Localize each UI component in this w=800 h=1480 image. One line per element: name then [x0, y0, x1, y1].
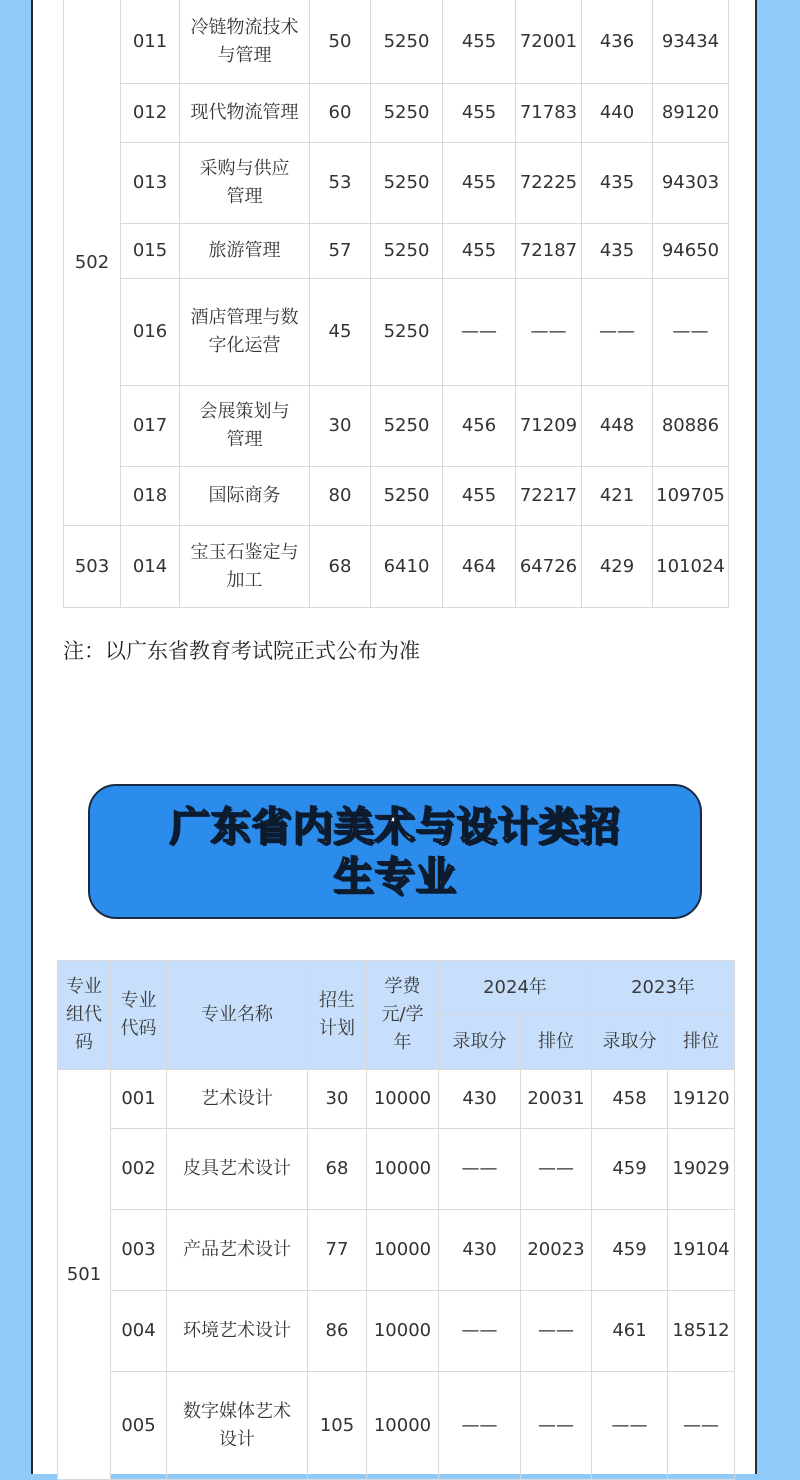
score-2024-cell: 456 [443, 386, 516, 467]
header-score-2023: 录取分 [592, 1015, 668, 1070]
fee-cell: 5250 [371, 0, 443, 84]
table-row [58, 1070, 735, 1129]
major-code-cell: 016 [121, 279, 180, 386]
rank-2023-cell: 94303 [653, 143, 729, 224]
rank-2023-cell: —— [668, 1372, 735, 1480]
plan-cell: 50 [310, 0, 371, 84]
rank-2023-cell: 89120 [653, 84, 729, 143]
score-2023-cell: 429 [582, 526, 653, 608]
major-name-cell: 国际商务 [180, 467, 310, 526]
header-year-2023: 2023年 [592, 961, 735, 1015]
rank-2023-cell: 80886 [653, 386, 729, 467]
plan-cell: 57 [310, 224, 371, 279]
score-2023-cell: 459 [592, 1210, 668, 1291]
score-2024-cell: 430 [439, 1210, 521, 1291]
header-plan [308, 961, 367, 1070]
major-name-text: 宝玉石鉴定与加工 [190, 541, 299, 591]
rank-2024-cell: 72217 [516, 467, 582, 526]
major-name-cell [167, 1372, 308, 1480]
score-2024-cell: 455 [443, 0, 516, 84]
table-row [64, 84, 729, 143]
score-2024-cell: —— [439, 1291, 521, 1372]
header-row [58, 961, 735, 1015]
score-2024-cell: 455 [443, 467, 516, 526]
major-name-cell [180, 143, 310, 224]
fee-cell: 10000 [367, 1372, 439, 1480]
major-name-cell: 产品艺术设计 [167, 1210, 308, 1291]
fee-cell: 10000 [367, 1070, 439, 1129]
rank-2024-cell: —— [521, 1372, 592, 1480]
header-major-code [111, 961, 167, 1070]
major-name-cell: 皮具艺术设计 [167, 1129, 308, 1210]
header-major-name: 专业名称 [167, 961, 308, 1070]
major-code-cell: 018 [121, 467, 180, 526]
fee-cell: 10000 [367, 1129, 439, 1210]
header-fee-text: 学费元/学年 [381, 976, 424, 1053]
rank-2023-cell: 19104 [668, 1210, 735, 1291]
plan-cell: 105 [308, 1372, 367, 1480]
major-name-cell [180, 84, 310, 143]
rank-2024-cell: 72001 [516, 0, 582, 84]
table-row [64, 386, 729, 467]
rank-2023-cell: 18512 [668, 1291, 735, 1372]
score-2023-cell: 448 [582, 386, 653, 467]
section-title [125, 802, 665, 902]
table-row [58, 1372, 735, 1480]
score-2023-cell: —— [582, 279, 653, 386]
major-name-text: 冷链物流技术与管理 [190, 16, 299, 66]
table-row [64, 224, 729, 279]
rank-2024-cell: 71209 [516, 386, 582, 467]
major-name-text: 现代物流管理 [190, 102, 299, 123]
major-code-cell: 012 [121, 84, 180, 143]
major-name-cell [180, 279, 310, 386]
rank-2024-cell: 72187 [516, 224, 582, 279]
major-name-text: 数字媒体艺术设计 [183, 1400, 291, 1450]
header-major-code-text: 专业代码 [120, 990, 157, 1039]
score-2023-cell: —— [592, 1372, 668, 1480]
major-code-cell: 003 [111, 1210, 167, 1291]
table-row [64, 526, 729, 608]
group-code-cell: 502 [64, 0, 121, 526]
score-2023-cell: 461 [592, 1291, 668, 1372]
rank-2024-cell: —— [521, 1291, 592, 1372]
major-code-cell: 017 [121, 386, 180, 467]
major-name-text: 酒店管理与数字化运营 [190, 307, 299, 356]
header-fee [367, 961, 439, 1070]
rank-2023-cell: 94650 [653, 224, 729, 279]
score-2024-cell: 430 [439, 1070, 521, 1129]
major-name-text: 采购与供应管理 [199, 158, 290, 207]
table-row [64, 0, 729, 84]
plan-cell: 30 [310, 386, 371, 467]
header-rank-2023: 排位 [668, 1015, 735, 1070]
fee-cell: 5250 [371, 84, 443, 143]
table-row [64, 467, 729, 526]
score-2023-cell: 421 [582, 467, 653, 526]
rank-2024-cell: —— [516, 279, 582, 386]
header-group-code [58, 961, 111, 1070]
fee-cell: 5250 [371, 279, 443, 386]
major-name-cell: 环境艺术设计 [167, 1291, 308, 1372]
major-code-cell: 013 [121, 143, 180, 224]
score-2023-cell: 435 [582, 224, 653, 279]
score-2024-cell: 455 [443, 224, 516, 279]
rank-2024-cell: 20023 [521, 1210, 592, 1291]
major-name-cell: 旅游管理 [180, 224, 310, 279]
score-2023-cell: 435 [582, 143, 653, 224]
table-row [58, 1210, 735, 1291]
score-2023-cell: 459 [592, 1129, 668, 1210]
header-group-code-text: 专业组代码 [66, 976, 102, 1053]
group-code-cell: 501 [58, 1070, 111, 1480]
admission-table-continued [63, 0, 729, 608]
section-banner [88, 784, 702, 919]
plan-cell: 60 [310, 84, 371, 143]
rank-2024-cell: 72225 [516, 143, 582, 224]
score-2024-cell: —— [439, 1372, 521, 1480]
header-year-2024: 2024年 [439, 961, 592, 1015]
rank-2023-cell: 19029 [668, 1129, 735, 1210]
score-2023-cell: 458 [592, 1070, 668, 1129]
score-2024-cell: 455 [443, 84, 516, 143]
fee-cell: 5250 [371, 143, 443, 224]
score-2024-cell: 455 [443, 143, 516, 224]
major-name-cell: 艺术设计 [167, 1070, 308, 1129]
major-name-cell [180, 0, 310, 84]
header-score-2024: 录取分 [439, 1015, 521, 1070]
plan-cell: 80 [310, 467, 371, 526]
score-2024-cell: —— [439, 1129, 521, 1210]
major-name-cell [180, 526, 310, 608]
score-2023-cell: 440 [582, 84, 653, 143]
major-code-cell: 004 [111, 1291, 167, 1372]
fee-cell: 5250 [371, 224, 443, 279]
section-title-line-1: 广东省内美术与设计类招 [169, 803, 621, 850]
art-design-admission-table [57, 960, 735, 1480]
major-code-cell: 005 [111, 1372, 167, 1480]
major-code-cell: 014 [121, 526, 180, 608]
plan-cell: 30 [308, 1070, 367, 1129]
score-2024-cell: —— [443, 279, 516, 386]
score-2023-cell: 436 [582, 0, 653, 84]
fee-cell: 10000 [367, 1210, 439, 1291]
rank-2023-cell: —— [653, 279, 729, 386]
rank-2024-cell: —— [521, 1129, 592, 1210]
table-row [58, 1291, 735, 1372]
rank-2023-cell: 93434 [653, 0, 729, 84]
header-rank-2024: 排位 [521, 1015, 592, 1070]
major-code-cell: 011 [121, 0, 180, 84]
rank-2024-cell: 71783 [516, 84, 582, 143]
plan-cell: 45 [310, 279, 371, 386]
footnote: 注：以广东省教育考试院正式公布为准 [63, 639, 420, 663]
table-row [64, 279, 729, 386]
fee-cell: 5250 [371, 467, 443, 526]
table-row [58, 1129, 735, 1210]
rank-2024-cell: 20031 [521, 1070, 592, 1129]
plan-cell: 68 [308, 1129, 367, 1210]
fee-cell: 5250 [371, 386, 443, 467]
major-name-text: 会展策划与管理 [199, 401, 290, 450]
fee-cell: 10000 [367, 1291, 439, 1372]
fee-cell: 6410 [371, 526, 443, 608]
header-plan-text: 招生计划 [319, 990, 355, 1039]
rank-2024-cell: 64726 [516, 526, 582, 608]
plan-cell: 77 [308, 1210, 367, 1291]
section-title-line-2: 生专业 [333, 853, 457, 900]
table-row [64, 143, 729, 224]
major-code-cell: 015 [121, 224, 180, 279]
major-code-cell: 001 [111, 1070, 167, 1129]
plan-cell: 86 [308, 1291, 367, 1372]
plan-cell: 68 [310, 526, 371, 608]
score-2024-cell: 464 [443, 526, 516, 608]
group-code-cell: 503 [64, 526, 121, 608]
rank-2023-cell: 109705 [653, 467, 729, 526]
major-name-cell [180, 386, 310, 467]
major-code-cell: 002 [111, 1129, 167, 1210]
rank-2023-cell: 101024 [653, 526, 729, 608]
rank-2023-cell: 19120 [668, 1070, 735, 1129]
plan-cell: 53 [310, 143, 371, 224]
